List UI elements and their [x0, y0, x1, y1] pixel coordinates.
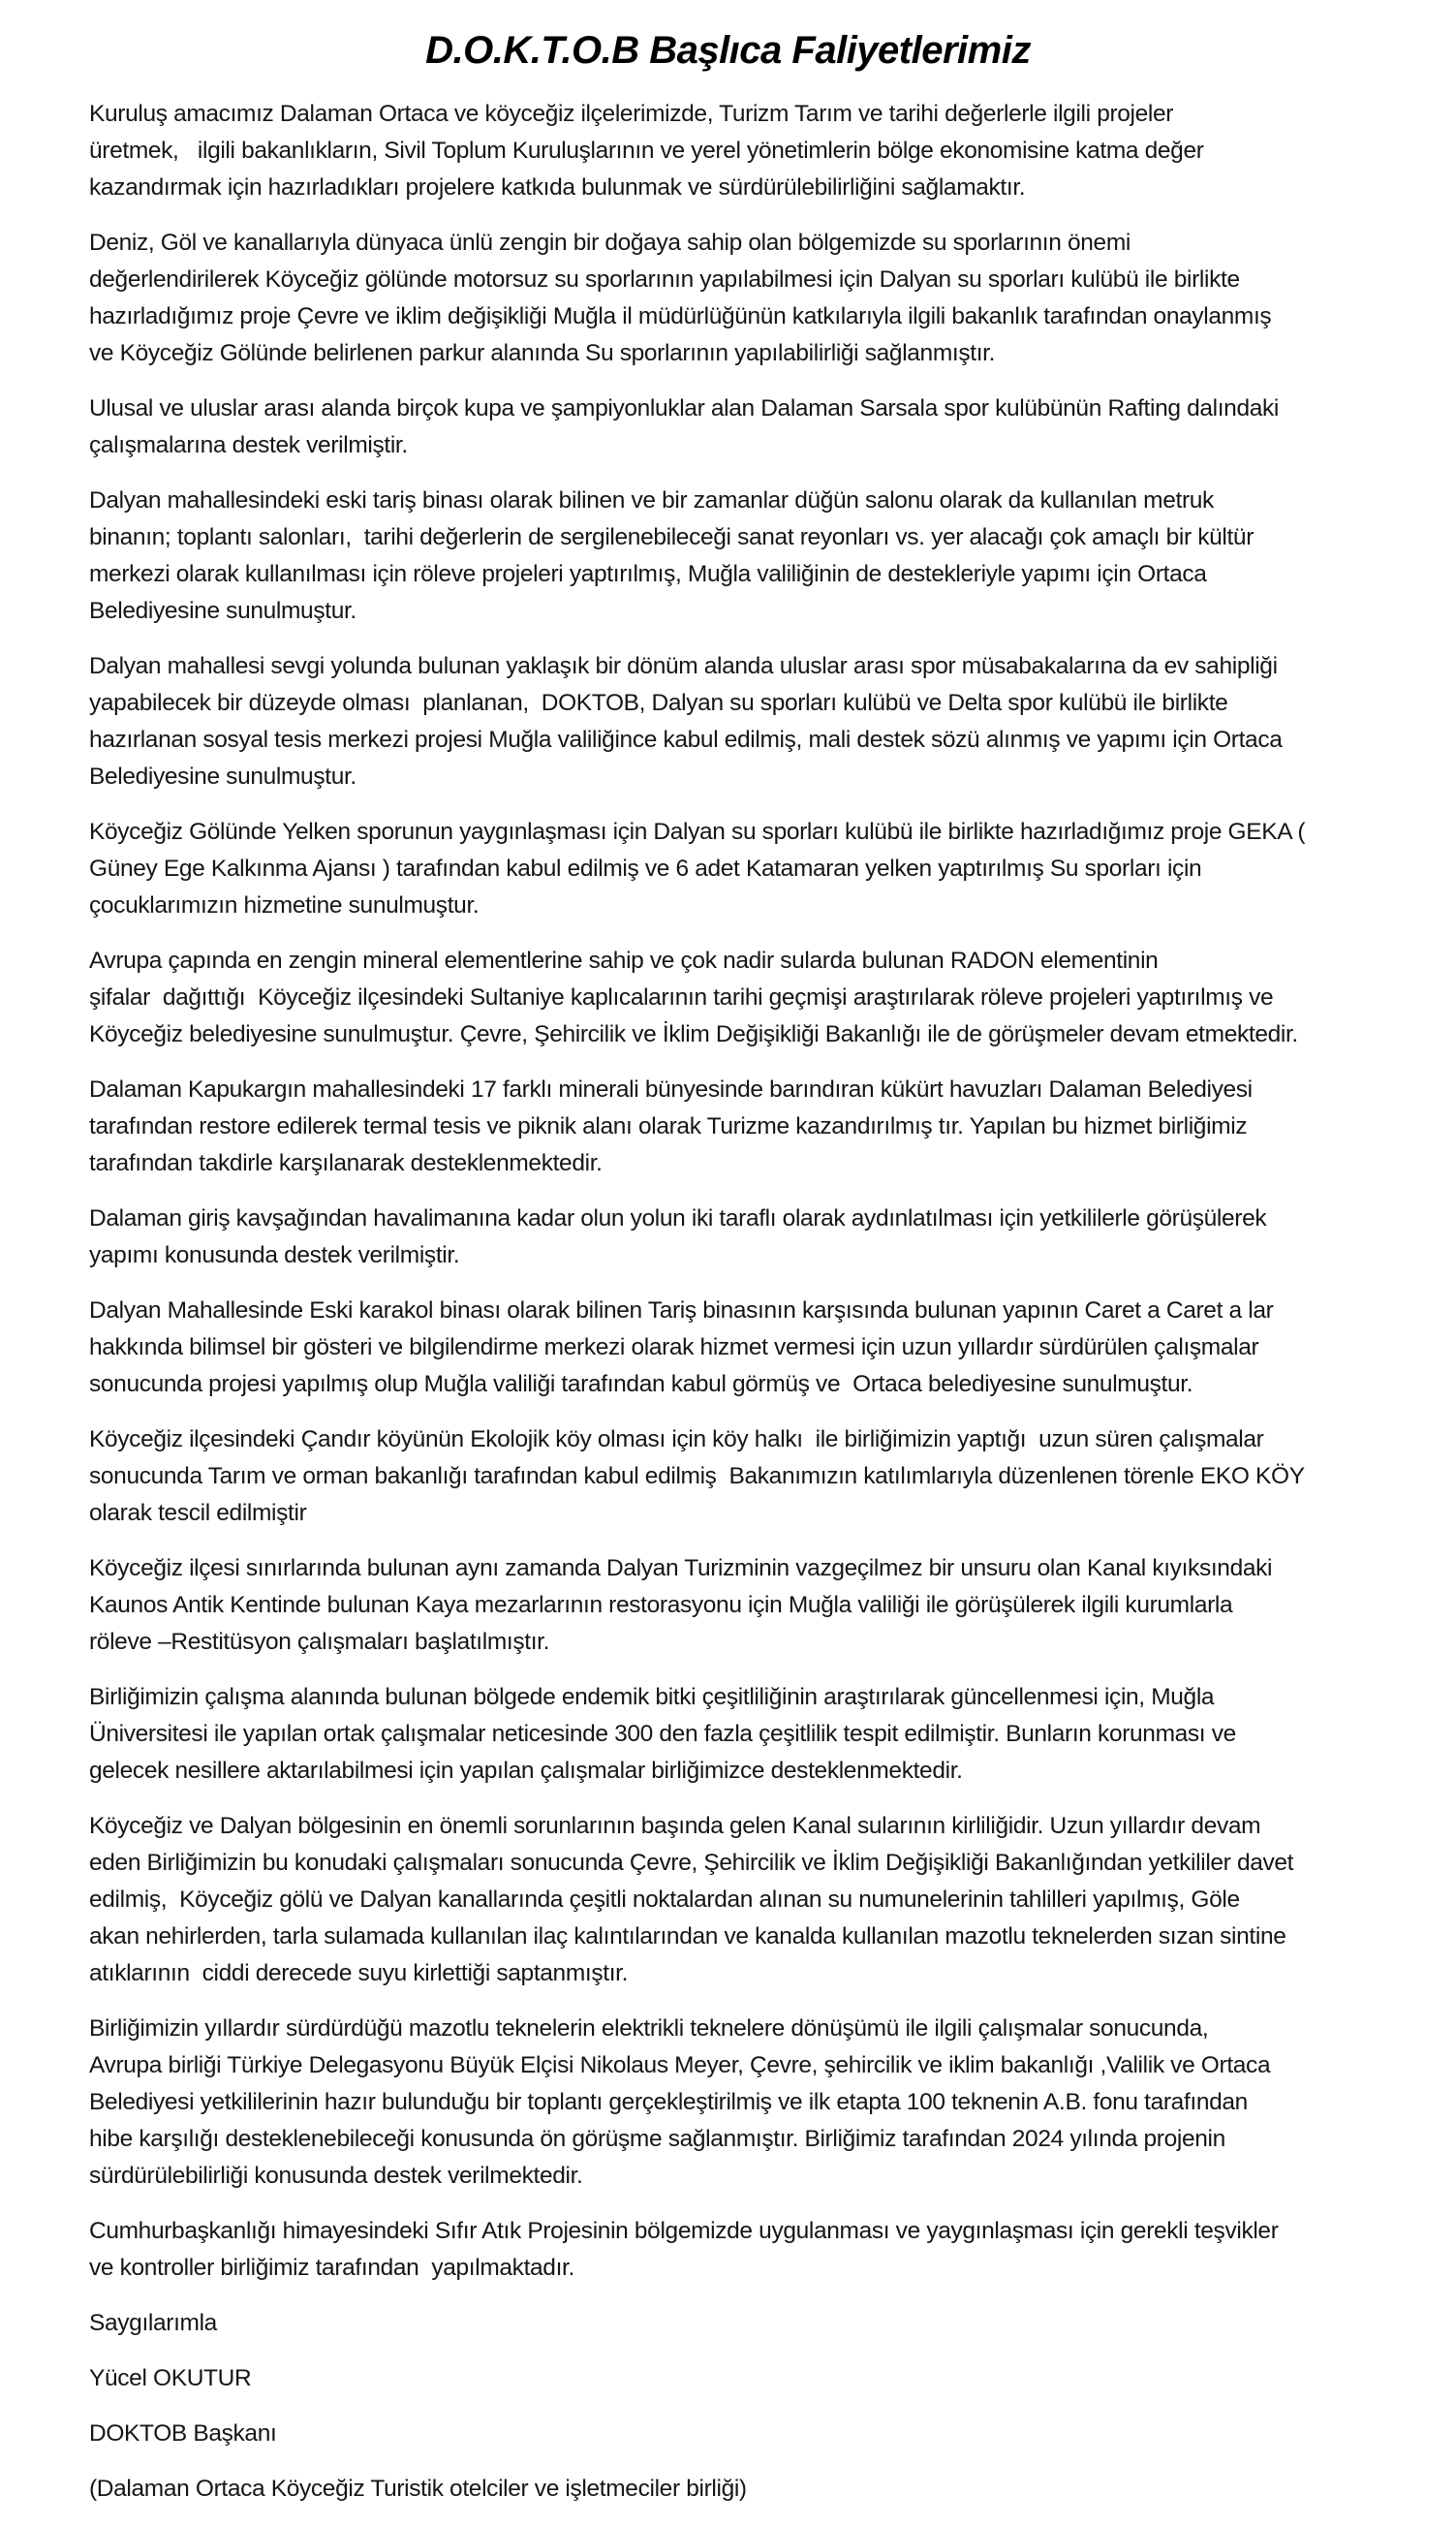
- text-line: edilmiş, Köyceğiz gölü ve Dalyan kanallarında çeşitli noktalardan alınan su numunelerinin tahlilleri yapılmış, Göle: [89, 1887, 1240, 1913]
- text-line: hazırladığımız proje Çevre ve iklim değişikliği Muğla il müdürlüğünün katkılarıyla ilgili bakanlık tarafından onaylanmış: [89, 303, 1272, 329]
- text-line: Avrupa birliği Türkiye Delegasyonu Büyük Elçisi Nikolaus Meyer, Çevre, şehircilik ve iklim bakanlığı ,Valilik ve Ortaca: [89, 2052, 1271, 2078]
- paragraph-endemic-plants: [89, 1679, 1378, 1790]
- text-line: sonucunda projesi yapılmış olup Muğla valiliği tarafından kabul görmüş ve Ortaca belediyesine sunulmuştur.: [89, 1371, 1193, 1397]
- text-line: Köyceğiz Gölünde Yelken sporunun yaygınlaşması için Dalyan su sporları kulübü ile birlikte hazırladığımız proje GEKA (: [89, 819, 1306, 845]
- text-line: Avrupa çapında en zengin mineral elementlerine sahip ve çok nadir sularda bulunan RADON elementinin: [89, 948, 1159, 974]
- text-line: üretmek, ilgili bakanlıkların, Sivil Toplum Kuruluşlarının ve yerel yönetimlerin bölge ekonomisine katma değer: [89, 138, 1204, 164]
- text-line: çocuklarımızın hizmetine sunulmuştur.: [89, 892, 480, 919]
- paragraph-sulfur-pools: [89, 1072, 1378, 1182]
- text-line: Belediyesine sunulmuştur.: [89, 764, 356, 790]
- text-line: Belediyesi yetkililerinin hazır bulunduğu bir toplantı gerçekleştirilmiş ve ilk etapta 100 teknenin A.B. fonu tarafından: [89, 2089, 1248, 2115]
- text-line: ve Köyceğiz Gölünde belirlenen parkur alanında Su sporlarının yapılabilirliği sağlanmıştır.: [89, 340, 996, 366]
- text-line: Ulusal ve uluslar arası alanda birçok kupa ve şampiyonluklar alan Dalaman Sarsala spor kulübünün Rafting dalındaki: [89, 395, 1279, 421]
- text-line: hakkında bilimsel bir gösteri ve bilgilendirme merkezi olarak hizmet vermesi için uzun yıllardır sürdürülen çalışmalar: [89, 1334, 1259, 1360]
- text-line: sonucunda Tarım ve orman bakanlığı tarafından kabul edilmiş Bakanımızın katılımlarıyla düzenlenen törenle EKO KÖY: [89, 1463, 1305, 1489]
- paragraph-caretta-center: [89, 1293, 1378, 1403]
- text-line: gelecek nesillere aktarılabilmesi için yapılan çalışmalar birliğimizce desteklenmektedir.: [89, 1758, 963, 1784]
- text-line: Kaunos Antik Kentinde bulunan Kaya mezarlarının restorasyonu için Muğla valiliği ile görüşülerek ilgili kurumlarla: [89, 1592, 1233, 1618]
- paragraph-sultaniye-spa: [89, 943, 1378, 1053]
- text-line: Kuruluş amacımız Dalaman Ortaca ve köyceğiz ilçelerimizde, Turizm Tarım ve tarihi değerlerle ilgili projeler: [89, 101, 1174, 127]
- text-line: kazandırmak için hazırladıkları projelere katkıda bulunmak ve sürdürülebilirliğini sağlamaktır.: [89, 174, 1026, 201]
- text-line: Köyceğiz ilçesi sınırlarında bulunan aynı zamanda Dalyan Turizminin vazgeçilmez bir unsuru olan Kanal kıyıksındaki: [89, 1555, 1273, 1581]
- text-line: binanın; toplantı salonları, tarihi değerlerin de sergilenebileceği sanat reyonları vs. yer alacağı çok amaçlı bir kültür: [89, 524, 1255, 550]
- text-line: Deniz, Göl ve kanallarıyla dünyaca ünlü zengin bir doğaya sahip olan bölgemizde su sporlarının önemi: [89, 230, 1131, 256]
- paragraph-eco-village: [89, 1421, 1378, 1532]
- text-line: Dalyan mahallesindeki eski tariş binası olarak bilinen ve bir zamanlar düğün salonu olarak da kullanılan metruk: [89, 487, 1214, 514]
- text-line: Belediyesine sunulmuştur.: [89, 598, 356, 624]
- text-line: tarafından takdirle karşılanarak desteklenmektedir.: [89, 1150, 603, 1176]
- text-line: Dalyan mahallesi sevgi yolunda bulunan yaklaşık bir dönüm alanda uluslar arası spor müsabakalarına da ev sahipliği: [89, 653, 1278, 679]
- text-line: akan nehirlerden, tarla sulamada kullanılan ilaç kalıntılarından ve kanalda kullanılan mazotlu teknelerden sızan sintine: [89, 1923, 1286, 1949]
- text-line: Birliğimizin çalışma alanında bulunan bölgede endemik bitki çeşitliliğinin araştırılarak güncellenmesi için, Muğla: [89, 1684, 1215, 1710]
- text-line: yapımı konusunda destek verilmiştir.: [89, 1242, 460, 1268]
- text-line: sürdürülebilirliği konusunda destek verilmektedir.: [89, 2163, 583, 2189]
- text-line: Köyceğiz ve Dalyan bölgesinin en önemli sorunlarının başında gelen Kanal sularının kirliliğidir. Uzun yıllardır devam: [89, 1813, 1261, 1839]
- signer-name-text: Yücel OKUTUR: [89, 2365, 252, 2391]
- text-line: eden Birliğimizin bu konudaki çalışmaları sonucunda Çevre, Şehircilik ve İklim Değişikliği Bakanlığından yetkililer davet: [89, 1850, 1294, 1876]
- text-line: Dalaman giriş kavşağından havalimanına kadar olun yolun iki taraflı olarak aydınlatılması için yetkililerle görüşülerek: [89, 1205, 1267, 1232]
- salutation-text: Saygılarımla: [89, 2310, 217, 2336]
- document-body: [89, 96, 1378, 2526]
- text-line: değerlendirilerek Köyceğiz gölünde motorsuz su sporlarının yapılabilmesi için Dalyan su sporları kulübü ile birlikte: [89, 266, 1240, 293]
- signer-title: [89, 2416, 1378, 2452]
- text-line: röleve –Restitüsyon çalışmaları başlatılmıştır.: [89, 1629, 550, 1655]
- text-line: Cumhurbaşkanlığı himayesindeki Sıfır Atık Projesinin bölgemizde uygulanması ve yaygınlaşması için gerekli teşvikler: [89, 2218, 1279, 2244]
- paragraph-sailing: [89, 814, 1378, 924]
- text-line: Köyceğiz ilçesindeki Çandır köyünün Ekolojik köy olması için köy halkı ile birliğimizin yaptığı uzun süren çalışmalar: [89, 1426, 1264, 1452]
- text-line: ve kontroller birliğimiz tarafından yapılmaktadır.: [89, 2255, 574, 2281]
- paragraph-electric-boats: [89, 2011, 1378, 2195]
- text-line: yapabilecek bir düzeyde olması planlanan, DOKTOB, Dalyan su sporları kulübü ve Delta spor kulübü ile birlikte: [89, 690, 1228, 716]
- text-line: olarak tescil edilmiştir: [89, 1500, 307, 1526]
- text-line: merkezi olarak kullanılması için röleve projeleri yaptırılmış, Muğla valiliğinin de destekleriyle yapımı için Ortaca: [89, 561, 1207, 587]
- paragraph-social-facility: [89, 648, 1378, 795]
- paragraph-founding-purpose: [89, 96, 1378, 206]
- paragraph-road-lighting: [89, 1201, 1378, 1274]
- text-line: şifalar dağıttığı Köyceğiz ilçesindeki Sultaniye kaplıcalarının tarihi geçmişi araştırılarak röleve projeleri yaptırılmış ve: [89, 984, 1274, 1011]
- closing-salutation: [89, 2305, 1378, 2342]
- text-line: Güney Ege Kalkınma Ajansı ) tarafından kabul edilmiş ve 6 adet Katamaran yelken yaptırılmış Su sporları için: [89, 856, 1202, 882]
- signer-name: [89, 2360, 1378, 2397]
- text-line: hibe karşılığı desteklenebileceği konusunda ön görüşme sağlanmıştır. Birliğimiz tarafından 2024 yılında projenin: [89, 2126, 1225, 2152]
- paragraph-zero-waste: [89, 2213, 1378, 2287]
- text-line: Dalyan Mahallesinde Eski karakol binası olarak bilinen Tariş binasının karşısında bulunan yapının Caret a Caret a lar: [89, 1297, 1274, 1324]
- paragraph-rafting: [89, 390, 1378, 464]
- text-line: atıklarının ciddi derecede suyu kirlettiği saptanmıştır.: [89, 1960, 629, 1986]
- signer-title-text: DOKTOB Başkanı: [89, 2420, 277, 2447]
- text-line: tarafından restore edilerek termal tesis ve piknik alanı olarak Turizme kazandırılmış tır. Yapılan bu hizmet birliğimiz: [89, 1113, 1248, 1139]
- page-title: D.O.K.T.O.B Başlıca Faliyetlerimiz: [425, 29, 1031, 72]
- text-line: çalışmalarına destek verilmiştir.: [89, 432, 408, 458]
- organization-text: (Dalaman Ortaca Köyceğiz Turistik otelciler ve işletmeciler birliği): [89, 2476, 747, 2502]
- text-line: Birliğimizin yıllardır sürdürdüğü mazotlu teknelerin elektrikli teknelere dönüşümü ile ilgili çalışmalar sonucunda,: [89, 2015, 1209, 2042]
- paragraph-culture-center: [89, 483, 1378, 630]
- organization-name: [89, 2471, 1378, 2508]
- paragraph-kaunos-tombs: [89, 1550, 1378, 1661]
- paragraph-canal-pollution: [89, 1808, 1378, 1992]
- paragraph-water-sports: [89, 225, 1378, 372]
- text-line: Üniversitesi ile yapılan ortak çalışmalar neticesinde 300 den fazla çeşitlilik tespit edilmiştir. Bunların korunması ve: [89, 1721, 1236, 1747]
- text-line: Köyceğiz belediyesine sunulmuştur. Çevre, Şehircilik ve İklim Değişikliği Bakanlığı ile de görüşmeler devam etmektedir.: [89, 1021, 1298, 1047]
- text-line: hazırlanan sosyal tesis merkezi projesi Muğla valiliğince kabul edilmiş, mali destek sözü alınmış ve yapımı için Ortaca: [89, 727, 1283, 753]
- text-line: Dalaman Kapukargın mahallesindeki 17 farklı minerali bünyesinde barındıran kükürt havuzları Dalaman Belediyesi: [89, 1076, 1253, 1103]
